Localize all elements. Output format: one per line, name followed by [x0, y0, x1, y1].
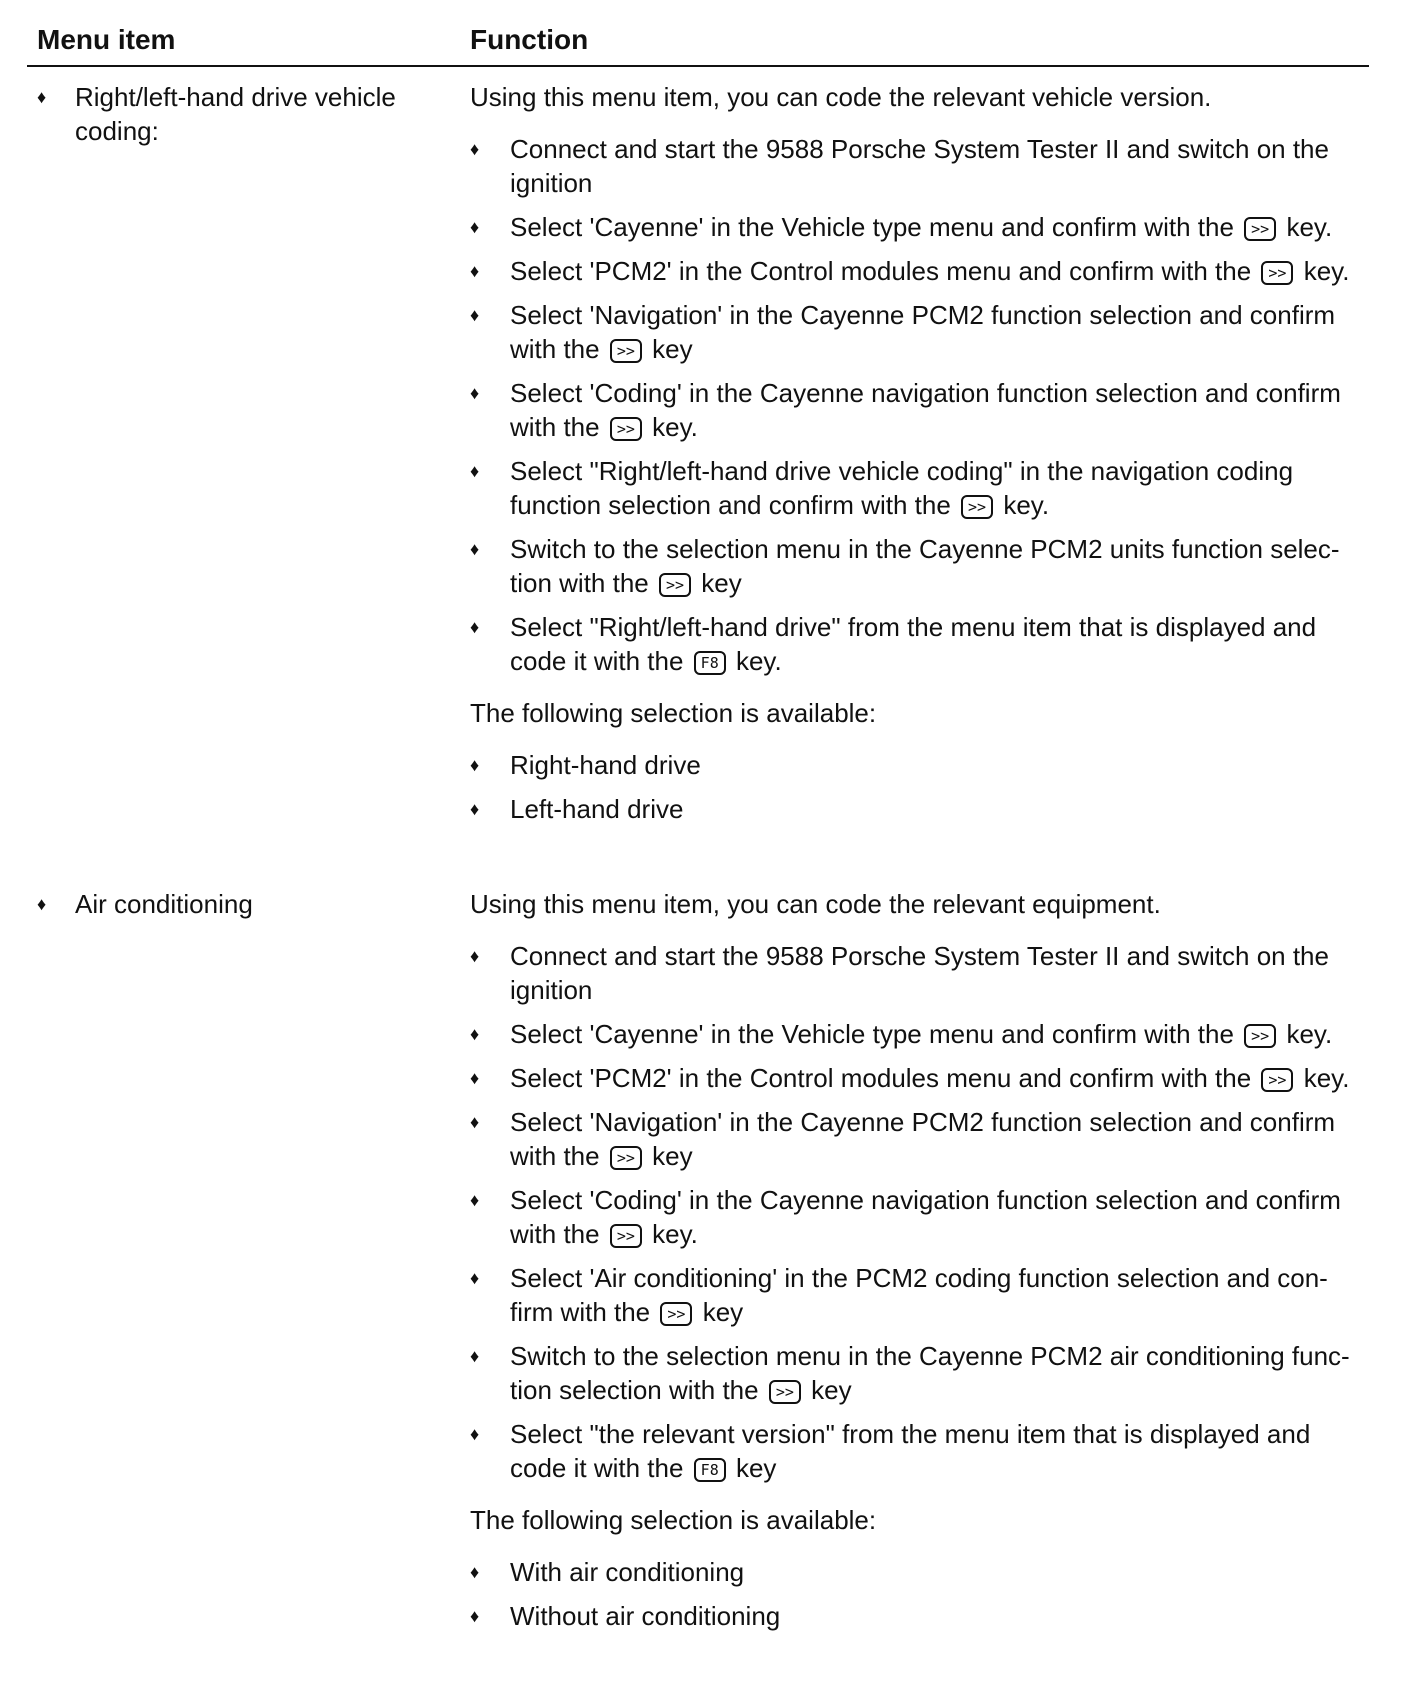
bullet-icon: ♦ [470, 1024, 480, 1044]
bullet-icon: ♦ [470, 1190, 480, 1210]
menu-item-cell [37, 887, 437, 921]
step-item [470, 1017, 1365, 1051]
bullet-icon: ♦ [470, 1562, 480, 1582]
step-text-end: key. [1286, 1019, 1333, 1049]
bullet-icon: ♦ [470, 1606, 480, 1626]
step-item [470, 1061, 1365, 1095]
step-item [470, 1339, 1365, 1407]
option-label: Left-hand drive [510, 794, 684, 824]
tester-key-icon: >> [610, 417, 642, 441]
option-list [470, 1555, 1365, 1633]
option-label: Without air conditioning [510, 1601, 781, 1631]
bullet-icon: ♦ [470, 539, 480, 559]
tester-key-icon: >> [660, 1302, 692, 1326]
step-item [470, 939, 1365, 1007]
step-text: Connect and start the 9588 Porsche System Tester II and switch on the ignition [510, 941, 1329, 1005]
step-text: Select 'Coding' in the Cayenne navigation function selection and confirm with the [510, 1185, 1341, 1249]
step-text: Select "Right/left-hand drive" from the menu item that is displayed and code it with the [510, 612, 1317, 676]
menu-item-cell [37, 80, 437, 148]
bullet-icon: ♦ [470, 755, 480, 775]
bullet-icon: ♦ [470, 305, 480, 325]
step-item [470, 610, 1365, 678]
step-text: Select 'PCM2' in the Control modules menu and confirm with the [510, 256, 1252, 286]
tester-key-icon: >> [1261, 261, 1293, 285]
step-item [470, 1417, 1365, 1485]
step-item [470, 132, 1365, 200]
option-label: With air conditioning [510, 1557, 745, 1587]
bullet-icon: ♦ [470, 217, 480, 237]
tester-key-icon: >> [610, 339, 642, 363]
step-text-end: key [652, 334, 693, 364]
menu-item-label: Right/left-hand drive vehicle coding: [75, 82, 396, 146]
tester-key-icon: F8 [694, 1458, 726, 1482]
step-text: Select 'Air conditioning' in the PCM2 coding function selection and con-firm with the [510, 1263, 1328, 1327]
step-text-end: key. [1303, 256, 1350, 286]
step-item [470, 1261, 1365, 1329]
function-cell [470, 80, 1365, 836]
step-text-end: key [701, 568, 742, 598]
bullet-icon: ♦ [470, 461, 480, 481]
option-item [470, 1555, 1365, 1589]
option-label: Right-hand drive [510, 750, 701, 780]
bullet-icon: ♦ [37, 87, 47, 107]
step-text: Select 'Coding' in the Cayenne navigation function selection and confirm with the [510, 378, 1341, 442]
bullet-icon: ♦ [470, 946, 480, 966]
function-cell [470, 887, 1365, 1643]
bullet-icon: ♦ [470, 139, 480, 159]
step-item [470, 254, 1365, 288]
tester-key-icon: >> [610, 1224, 642, 1248]
bullet-icon: ♦ [470, 1346, 480, 1366]
function-intro: Using this menu item, you can code the relevant vehicle version. [470, 82, 1212, 112]
bullet-icon: ♦ [470, 383, 480, 403]
step-text: Select 'Cayenne' in the Vehicle type menu and confirm with the [510, 212, 1234, 242]
step-item [470, 1105, 1365, 1173]
step-text: Select 'Navigation' in the Cayenne PCM2 function selection and confirm with the [510, 1107, 1336, 1171]
bullet-icon: ♦ [470, 617, 480, 637]
bullet-icon: ♦ [470, 1068, 480, 1088]
tester-key-icon: F8 [694, 651, 726, 675]
bullet-icon: ♦ [470, 799, 480, 819]
step-text: Switch to the selection menu in the Cayenne PCM2 air conditioning func-tion selection with the [510, 1341, 1350, 1405]
step-item [470, 210, 1365, 244]
step-text-end: key. [652, 1219, 698, 1249]
tester-key-icon: >> [1244, 1024, 1276, 1048]
bullet-icon: ♦ [470, 1424, 480, 1444]
step-text: Select 'Navigation' in the Cayenne PCM2 function selection and confirm with the [510, 300, 1336, 364]
step-text: Select 'Cayenne' in the Vehicle type menu and confirm with the [510, 1019, 1234, 1049]
step-text-end: key. [1003, 490, 1050, 520]
tester-key-icon: >> [961, 495, 993, 519]
bullet-icon: ♦ [37, 894, 47, 914]
step-text: Select "the relevant version" from the menu item that is displayed and code it with the [510, 1419, 1311, 1483]
tester-key-icon: >> [659, 573, 691, 597]
step-text: Select "Right/left-hand drive vehicle coding" in the navigation coding function selection and confirm with the [510, 456, 1294, 520]
tester-key-icon: >> [1244, 217, 1276, 241]
bullet-icon: ♦ [470, 1112, 480, 1132]
step-text-end: key. [1286, 212, 1333, 242]
header-menu-item: Menu item [37, 24, 176, 55]
step-item [470, 376, 1365, 444]
option-list [470, 748, 1365, 826]
option-item [470, 792, 1365, 826]
bullet-icon: ♦ [470, 1268, 480, 1288]
function-intro: Using this menu item, you can code the relevant equipment. [470, 889, 1161, 919]
step-text: Switch to the selection menu in the Cayenne PCM2 units function selec-tion with the [510, 534, 1340, 598]
bullet-icon: ♦ [470, 261, 480, 281]
step-item [470, 1183, 1365, 1251]
option-item [470, 748, 1365, 782]
step-list [470, 939, 1365, 1485]
menu-item-label: Air conditioning [75, 889, 253, 919]
selection-available-label: The following selection is available: [470, 1505, 877, 1535]
tester-key-icon: >> [610, 1146, 642, 1170]
step-text-end: key [702, 1297, 744, 1327]
step-text: Connect and start the 9588 Porsche System Tester II and switch on the ignition [510, 134, 1329, 198]
step-text-end: key. [735, 646, 782, 676]
tester-key-icon: >> [1261, 1068, 1293, 1092]
step-item [470, 532, 1365, 600]
step-item [470, 298, 1365, 366]
header-function: Function [470, 24, 589, 55]
step-text-end: key [811, 1375, 852, 1405]
step-text-end: key. [652, 412, 698, 442]
selection-available-label: The following selection is available: [470, 698, 877, 728]
option-item [470, 1599, 1365, 1633]
step-list [470, 132, 1365, 678]
step-text-end: key [652, 1141, 693, 1171]
step-text-end: key [735, 1453, 777, 1483]
tester-key-icon: >> [769, 1380, 801, 1404]
step-item [470, 454, 1365, 522]
header-divider [27, 65, 1369, 67]
step-text-end: key. [1303, 1063, 1350, 1093]
step-text: Select 'PCM2' in the Control modules menu and confirm with the [510, 1063, 1252, 1093]
